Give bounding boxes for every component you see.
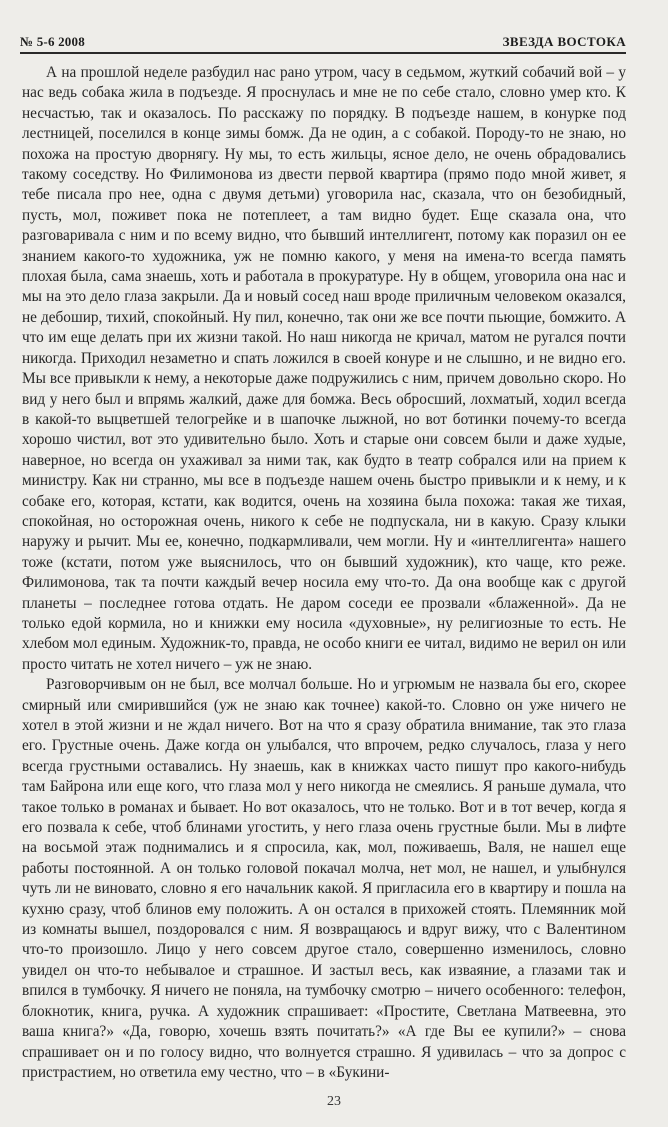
journal-title: ЗВЕЗДА ВОСТОКА [502, 34, 626, 49]
page-number: 23 [327, 1094, 341, 1109]
running-header [20, 34, 626, 54]
header-rule [20, 52, 626, 54]
issue-number: № 5-6 2008 [20, 34, 85, 49]
paragraph: А на прошлой неделе разбудил нас рано утром, часу в седьмом, жуткий собачий вой – у нас ведь собака жила в подъезде. Я проснулась и мне не по себе стало, словно умер кто. К несчастью, так и оказалось. По расскажу по порядку. В подъезде нашем, в конурке под лестницей, поселился в конце зимы бомж. Да не один, а с собакой. Породу-то не знаю, но похожа на простую дворнягу. Ну мы, то есть жильцы, ясное дело, не очень обрадовались такому соседству. Но Филимонова из двести первой квартира (прямо подо мной живет, я тебе писала про нее, одна с двумя детьми) уговорила нас, сказала, что он безобидный, пусть, мол, поживет пока не потеплеет, а там видно будет. Еще сказала она, что разговаривала с ним и по всему видно, что бывший интеллигент, потому как поразил он ее знанием какого-то художника, уж не помню какого, у меня на имена-то всегда память плохая была, сама знаешь, хоть и работала в прокуратуре. Ну в общем, уговорила она нас и мы на это дело глаза закрыли. Да и новый сосед наш вроде приличным человеком оказался, не дебошир, тихий, спокойный. Ну пил, конечно, так они же все почти пьющие, бомжито. А что им еще делать при их жизни такой. Но наш никогда не кричал, матом не ругался почти никогда. Приходил незаметно и спать ложился в своей конуре и не слышно, и не видно его. Мы все привыкли к нему, а некоторые даже подружились с ним, причем довольно скоро. Но вид у него был и впрямь жалкий, даже для бомжа. Весь обросший, лохматый, ходил всегда в какой-то выцветшей телогрейке и в шапочке лыжной, но вот ботинки почему-то всегда хорошо чистил, вот это удивительно было. Хоть и старые они совсем были и даже худые, наверное, но всегда он ухаживал за ними так, как будто в театр собрался или на прием к министру. Как ни странно, мы все в подъезде нашем очень быстро привыкли и к нему, и к собаке его, которая, кстати, как водится, очень на хозяина была похожа: такая же тихая, спокойная, но осторожная очень, никого к себе не подпускала, ни в какую. Сразу клыки наружу и рычит. Мы ее, конечно, подкармливали, чем могли. Ну и «интеллигента» нашего тоже (кстати, потом уже выяснилось, что он бывший художник), кто чаще, кто реже. Филимонова, так та почти каждый вечер носила ему что-то. Да она вообще как с другой планеты – последнее готова отдать. Не даром соседи ее прозвали «блаженной». Да не только едой кормила, но и книжки ему носила «духовные», ну религиозные то есть. Не хлебом мол единым. Художник-то, правда, не особо книги ее читал, видимо не верил он или просто читать не хотел ничего – уж не знаю. [22, 64, 626, 673]
paragraph: Разговорчивым он не был, все молчал больше. Но и угрюмым не назвала бы его, скорее смирный или смирившийся (уж не знаю как точнее) какой-то. Словно он уже ничего не хотел в этой жизни и не ждал ничего. Вот на что я сразу обратила внимание, так это глаза его. Грустные очень. Даже когда он улыбался, что впрочем, редко случалось, глаза у него всегда грустными оставались. Ну знаешь, как в книжках часто пишут про какого-нибудь там Байрона или еще кого, что глаза мол у него никогда не смеялись. Я раньше думала, что такое только в романах и бывает. Но вот оказалось, что не только. Вот и в тот вечер, когда я его позвала к себе, чтоб блинами угостить, у него глаза очень грустные были. Мы в лифте на восьмой этаж поднимались и я спросила, как, мол, поживаешь, Валя, не нашел еще работы постоянной. А он только головой покачал молча, нет мол, не нашел, и улыбнулся чуть ли не виновато, словно я его начальник какой. Я пригласила его в квартиру и пошла на кухню сразу, чтоб блинов ему положить. А он остался в прихожей стоять. Племянник мой из комнаты вышел, поздоровался с ним. Я возвращаюсь и вдруг вижу, что с Валентином что-то произошло. Лицо у него совсем другое стало, совершенно изменилось, словно увидел он что-то небывалое и страшное. И застыл весь, как изваяние, а глазами так и впился в тумбочку. Я ничего не поняла, на тумбочку смотрю – ничего особенного: телефон, блокнотик, книга, ручка. А художник спрашивает: «Простите, Светлана Матвеевна, это ваша книга?» «Да, говорю, хочешь взять почитать?» «А где Вы ее купили?» – снова спрашивает он и по голосу видно, что волнуется страшно. Я удивилась – что за допрос с пристрастием, но ответила ему честно, что – в «Букини- [22, 676, 626, 1081]
article-body [22, 63, 626, 1083]
